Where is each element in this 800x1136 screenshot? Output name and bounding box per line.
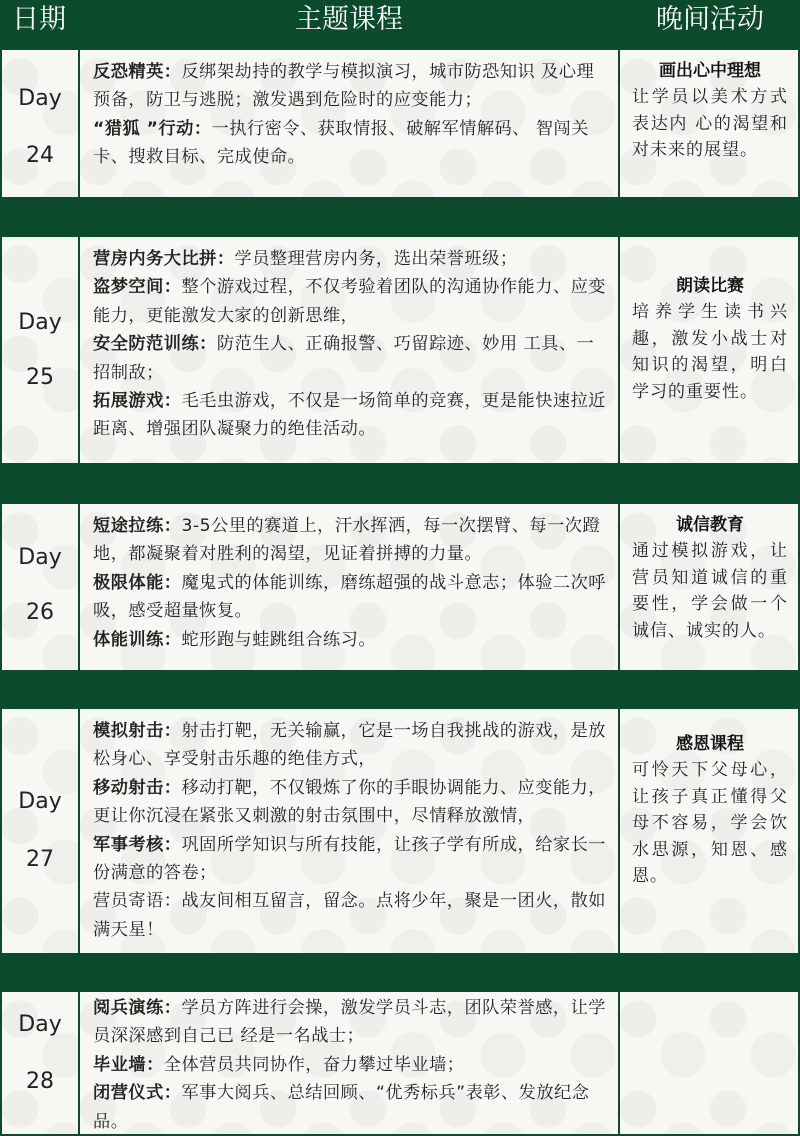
schedule-row-day-25 xyxy=(0,237,800,463)
topic-item: 闭营仪式：军事大阅兵、总结回顾、“优秀标兵”表彰、发放纪念品。 xyxy=(93,1083,590,1132)
day-number: 26 xyxy=(26,600,54,625)
topic-item: 毕业墙：全体营员共同协作，奋力攀过毕业墙； xyxy=(93,1054,465,1075)
evening-cell xyxy=(620,50,798,197)
topic-cell xyxy=(80,504,618,670)
date-cell xyxy=(2,504,78,670)
day-label: Day xyxy=(18,86,62,111)
topic-item: 安全防范训练：防范生人、正确报警、巧留踪迹、妙用 工具、一招制敌； xyxy=(93,334,595,383)
date-cell xyxy=(2,709,78,953)
evening-cell xyxy=(620,709,798,953)
header-topic: 主题课程 xyxy=(295,4,403,35)
topic-cell xyxy=(80,50,618,197)
date-cell xyxy=(2,50,78,197)
day-label: Day xyxy=(18,310,62,335)
schedule-row-day-26 xyxy=(0,504,800,670)
topic-cell xyxy=(80,709,618,953)
schedule-row-day-27 xyxy=(0,709,800,953)
topic-item: 体能训练：蛇形跑与蛙跳组合练习。 xyxy=(93,629,377,650)
evening-title: 画出心中理想 xyxy=(659,61,761,81)
topic-item: 反恐精英：反绑架劫持的教学与模拟演习，城市防恐知识 及心理预备，防卫与逃脱；激发遇到危险时的应变能力； xyxy=(93,62,595,111)
schedule-row-day-24 xyxy=(0,50,800,197)
date-cell xyxy=(2,992,78,1134)
topic-cell xyxy=(80,992,618,1134)
evening-cell xyxy=(620,504,798,670)
day-number: 25 xyxy=(26,365,54,390)
day-number: 24 xyxy=(26,143,54,168)
topic-item: 模拟射击：射击打靶，无关输赢，它是一场自我挑战的游戏，是放松身心、享受射击乐趣的绝佳方式， xyxy=(93,721,606,770)
day-number: 27 xyxy=(26,847,54,872)
day-label: Day xyxy=(18,545,62,570)
day-label: Day xyxy=(18,789,62,814)
topic-item: 营房内务大比拼：学员整理营房内务，选出荣誉班级； xyxy=(93,249,518,269)
evening-body: 培养学生读书兴趣，激发小战士对知识的渴望，明白学习的重要性。 xyxy=(632,302,788,402)
evening-title: 朗读比赛 xyxy=(676,276,744,296)
date-cell xyxy=(2,237,78,463)
topic-item: 拓展游戏：毛毛虫游戏，不仅是一场简单的竞赛，更是能快速拉近距离、增强团队凝聚力的绝佳活动。 xyxy=(93,391,606,440)
evening-cell xyxy=(620,992,798,1134)
topic-item: 极限体能：魔鬼式的体能训练，磨练超强的战斗意志；体验二次呼吸，感受超量恢复。 xyxy=(93,572,606,622)
evening-title: 诚信教育 xyxy=(676,515,744,535)
evening-body: 让学员以美术方式表达内 心的渴望和对未来的展望。 xyxy=(632,87,788,160)
topic-item: 移动射击：移动打靶，不仅锻炼了你的手眼协调能力、应变能力，更让你沉浸在紧张又刺激的射击氛围中，尽情释放激情， xyxy=(93,777,606,827)
topic-item: 军事考核：巩固所学知识与所有技能，让孩子学有所成，给家长一份满意的答卷； xyxy=(93,834,606,884)
evening-cell xyxy=(620,237,798,463)
header-date: 日期 xyxy=(12,4,66,35)
topic-item: 阅兵演练：学员方阵进行会操，激发学员斗志，团队荣誉感，让学员深深感到自己已 经是一名战士； xyxy=(93,998,606,1047)
table-header xyxy=(0,0,800,40)
day-label: Day xyxy=(18,1012,62,1037)
header-evening: 晚间活动 xyxy=(656,4,764,35)
evening-body: 可怜天下父母心，让孩子真正懂得父母不容易，学会饮水思源，知恩、感恩。 xyxy=(632,760,788,886)
topic-cell xyxy=(80,237,618,463)
topic-item: 短途拉练：3-5公里的赛道上，汗水挥洒，每一次摆臂、每一次蹬地，都凝聚着对胜利的渴望，见证着拼搏的力量。 xyxy=(93,516,601,565)
evening-body: 通过模拟游戏，让营员知道诚信的重要性，学会做一个诚信、诚实的人。 xyxy=(632,541,788,641)
topic-item: 盗梦空间：整个游戏过程，不仅考验着团队的沟通协作能力、应变能力，更能激发大家的创新思维， xyxy=(93,277,606,326)
schedule-row-day-28 xyxy=(0,992,800,1134)
day-number: 28 xyxy=(26,1069,54,1094)
topic-item: 营员寄语：战友间相互留言，留念。点将少年，聚是一团火，散如满天星！ xyxy=(93,891,606,940)
evening-title: 感恩课程 xyxy=(676,734,744,754)
topic-item: “猎狐 ”行动：一执行密令、获取情报、破解军情解码、 智闯关卡、搜救目标、完成使命。 xyxy=(93,118,589,168)
